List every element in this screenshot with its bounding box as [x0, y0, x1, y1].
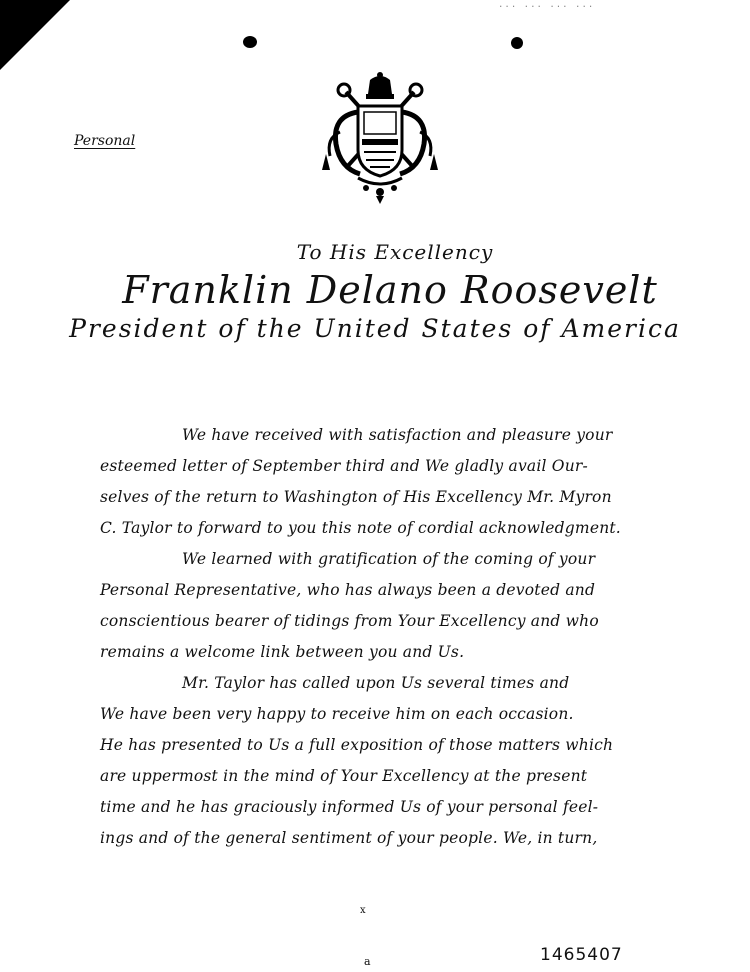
letter-line: esteemed letter of September third and We gladly avail Our- — [100, 457, 588, 475]
letter-line: time and he has graciously informed Us of your personal feel- — [100, 798, 599, 816]
letter-line: We learned with gratification of the coming of your — [182, 550, 596, 568]
page-corner-fold — [0, 0, 70, 70]
letter-line: We have been very happy to receive him on each occasion. — [100, 705, 574, 723]
page-mark: x — [360, 905, 366, 916]
letter-line: C. Taylor to forward to you this note of cordial acknowledgment. — [100, 519, 621, 537]
ink-blot — [511, 37, 523, 49]
document-number: 1465407 — [540, 945, 623, 965]
letter-line: are uppermost in the mind of Your Excellency at the present — [100, 767, 588, 785]
letter-body — [100, 420, 675, 854]
letter-line: Personal Representative, who has always been a devoted and — [100, 581, 596, 599]
letter-line: conscientious bearer of tidings from Your Excellency and who — [100, 612, 599, 630]
recipient-name: Franklin Delano Roosevelt — [122, 268, 658, 312]
letter-line: remains a welcome link between you and Us. — [100, 643, 465, 661]
address-to: To His Excellency — [296, 240, 494, 264]
letter-line: ings and of the general sentiment of your people. We, in turn, — [100, 829, 598, 847]
letter-line: He has presented to Us a full exposition of those matters which — [100, 736, 614, 754]
personal-label: Personal — [74, 133, 136, 149]
page-mark-bottom: a — [364, 955, 371, 968]
ink-blot — [243, 36, 257, 48]
recipient-office: President of the United States of America — [69, 314, 681, 343]
letter-line: Mr. Taylor has called upon Us several times and — [182, 674, 570, 692]
papal-crest-seal — [318, 72, 442, 204]
letter-line: We have received with satisfaction and pleasure your — [182, 426, 613, 444]
top-stamp: ... ... ... ... — [498, 0, 595, 10]
letter-line: selves of the return to Washington of His Excellency Mr. Myron — [100, 488, 612, 506]
address-block — [0, 240, 750, 343]
